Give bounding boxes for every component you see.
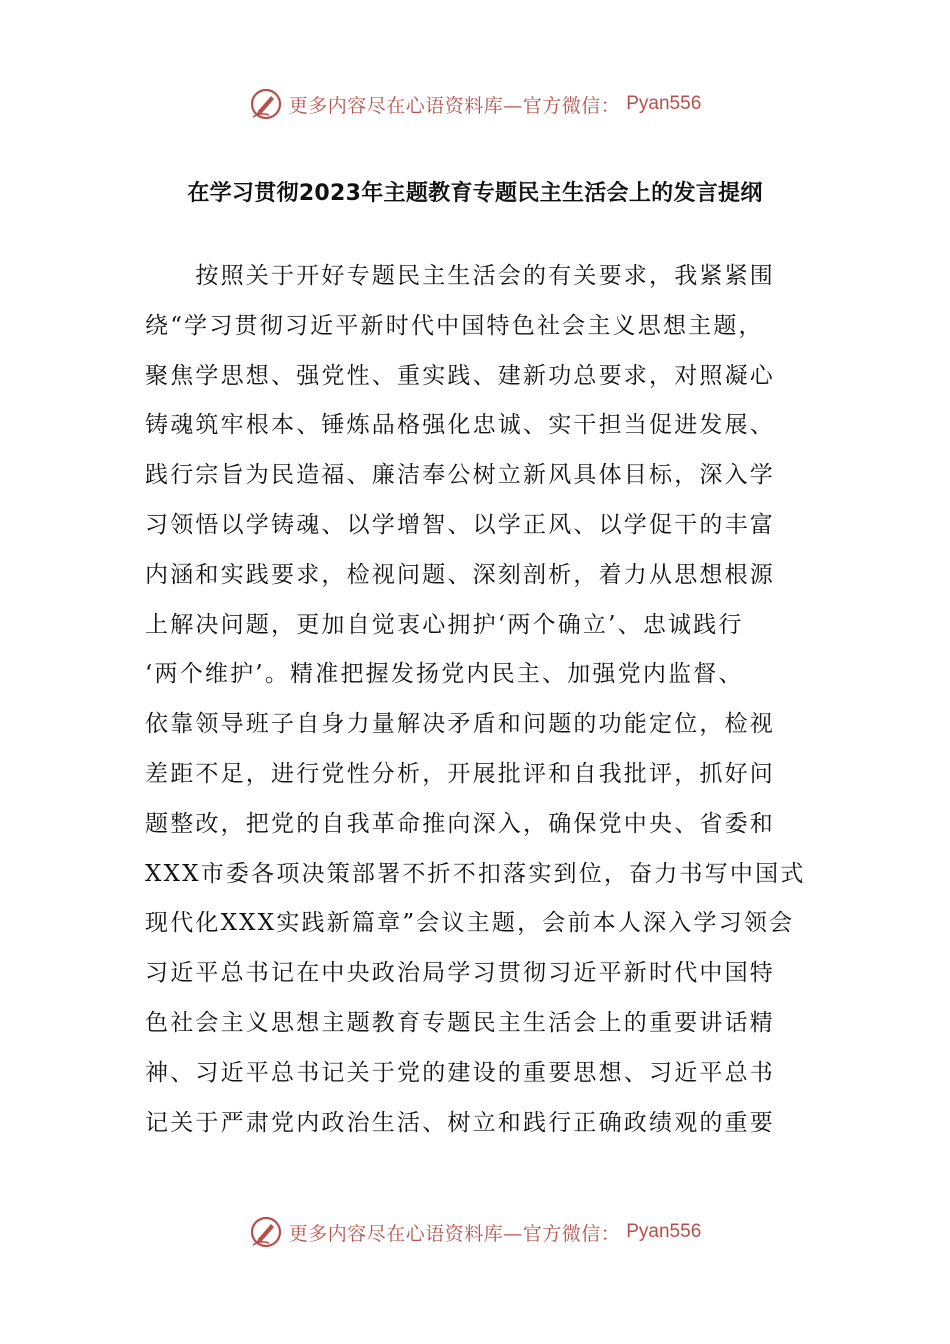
body-line: 依靠领导班子自身力量解决矛盾和问题的功能定位，检视: [145, 711, 775, 738]
body-line: 现代化XXX实践新篇章”会议主题，会前本人深入学习领会: [145, 910, 795, 937]
document-title: 在学习贯彻2023年主题教育专题民主生活会上的发言提纲: [187, 181, 763, 206]
watermark-text: 更多内容尽在心语资料库—官方微信：: [288, 1222, 621, 1245]
watermark-wechat-id: Pyan556: [626, 93, 702, 114]
pen-logo-icon: [249, 87, 283, 121]
body-line: 践行宗旨为民造福、廉洁奉公树立新风具体目标，深入学: [145, 462, 775, 489]
body-line: XXX市委各项决策部署不折不扣落实到位，奋力书写中国式: [145, 860, 806, 887]
header-watermark: [0, 84, 950, 124]
body-line: ‘两个维护’。精准把握发扬党内民主、加强党内监督、: [145, 661, 744, 688]
body-line: 神、习近平总书记关于党的建设的重要思想、习近平总书: [145, 1059, 775, 1086]
watermark-wechat-id: Pyan556: [626, 1221, 702, 1242]
body-line: 记关于严肃党内政治生活、树立和践行正确政绩观的重要: [145, 1109, 775, 1136]
body-line: 差距不足，进行党性分析，开展批评和自我批评，抓好问: [145, 760, 775, 787]
body-line: 题整改，把党的自我革命推向深入，确保党中央、省委和: [145, 810, 775, 837]
body-line: 聚焦学思想、强党性、重实践、建新功总要求，对照凝心: [145, 362, 775, 389]
body-line: 铸魂筑牢根本、锤炼品格强化忠诚、实干担当促进发展、: [145, 412, 775, 439]
pen-logo-icon: [249, 1215, 283, 1249]
watermark-text: 更多内容尽在心语资料库—官方微信：: [288, 94, 621, 117]
body-line: 习近平总书记在中央政治局学习贯彻习近平新时代中国特: [145, 960, 775, 987]
body-line: 按照关于开好专题民主生活会的有关要求，我紧紧围: [145, 263, 775, 289]
footer-watermark: [0, 1212, 950, 1252]
body-line: 色社会主义思想主题教育专题民主生活会上的重要讲话精: [145, 1009, 775, 1036]
body-line: 绕“学习贯彻习近平新时代中国特色社会主义思想主题，: [145, 312, 764, 339]
body-line: 上解决问题，更加自觉衷心拥护‘两个确立’、忠诚践行: [145, 611, 744, 638]
document-body: [145, 252, 810, 1148]
body-line: 习领悟以学铸魂、以学增智、以学正风、以学促干的丰富: [145, 511, 775, 538]
body-line: 内涵和实践要求，检视问题、深刻剖析，着力从思想根源: [145, 561, 775, 588]
